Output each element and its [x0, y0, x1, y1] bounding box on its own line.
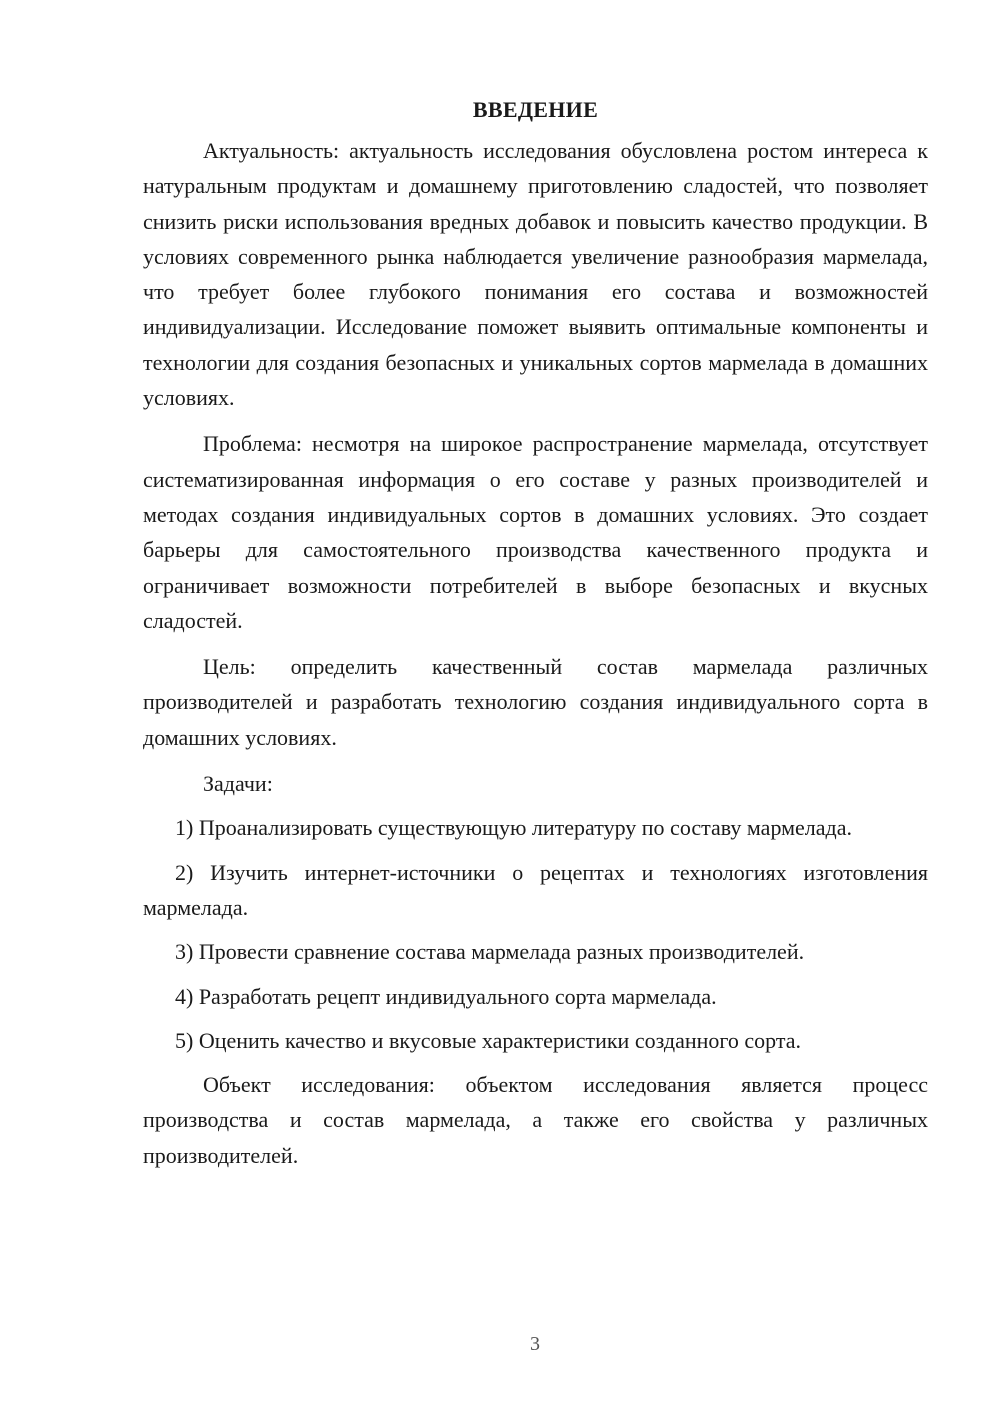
page-number: 3 — [530, 1333, 540, 1355]
goal-paragraph: Цель: определить качественный состав мармелада различных производителей и разработать технологию создания индивидуального сорта в домашних условиях. — [143, 654, 928, 750]
task-item-1: 1) Проанализировать существующую литературу по составу мармелада. — [175, 815, 853, 841]
page-content — [143, 93, 928, 1184]
task-item-3: 3) Провести сравнение состава мармелада разных производителей. — [175, 939, 805, 965]
task-item-5: 5) Оценить качество и вкусовые характеристики созданного сорта. — [175, 1027, 801, 1053]
problem-paragraph: Проблема: несмотря на широкое распространение мармелада, отсутствует систематизированная информация о его составе у разных производителей и методах создания индивидуальных сортов в домашних условиях. Это создает барьеры для самостоятельного производства качественного продукта и ограничивает возможности потребителей в выборе безопасных и вкусных сладостей. — [143, 431, 928, 633]
task-item-4: 4) Разработать рецепт индивидуального сорта мармелада. — [175, 983, 717, 1009]
object-paragraph: Объект исследования: объектом исследования является процесс производства и состав мармелада, а также его свойства у различных производителей. — [143, 1072, 928, 1168]
task-item-2: 2) Изучить интернет-источники о рецептах и технологиях изготовления мармелада. — [143, 859, 928, 920]
tasks-heading: Задачи: — [203, 771, 273, 797]
relevance-paragraph: Актуальность: актуальность исследования обусловлена ростом интереса к натуральным продуктам и домашнему приготовлению сладостей, что позволяет снизить риски использования вредных добавок и повысить качество продукции. В условиях современного рынка наблюдается увеличение разнообразия мармелада, что требует более глубокого понимания его состава и возможностей индивидуализации. Исследование поможет выявить оптимальные компоненты и технологии для создания безопасных и уникальных сортов мармелада в домашних условиях. — [143, 138, 928, 411]
section-title: ВВЕДЕНИЕ — [472, 97, 599, 122]
